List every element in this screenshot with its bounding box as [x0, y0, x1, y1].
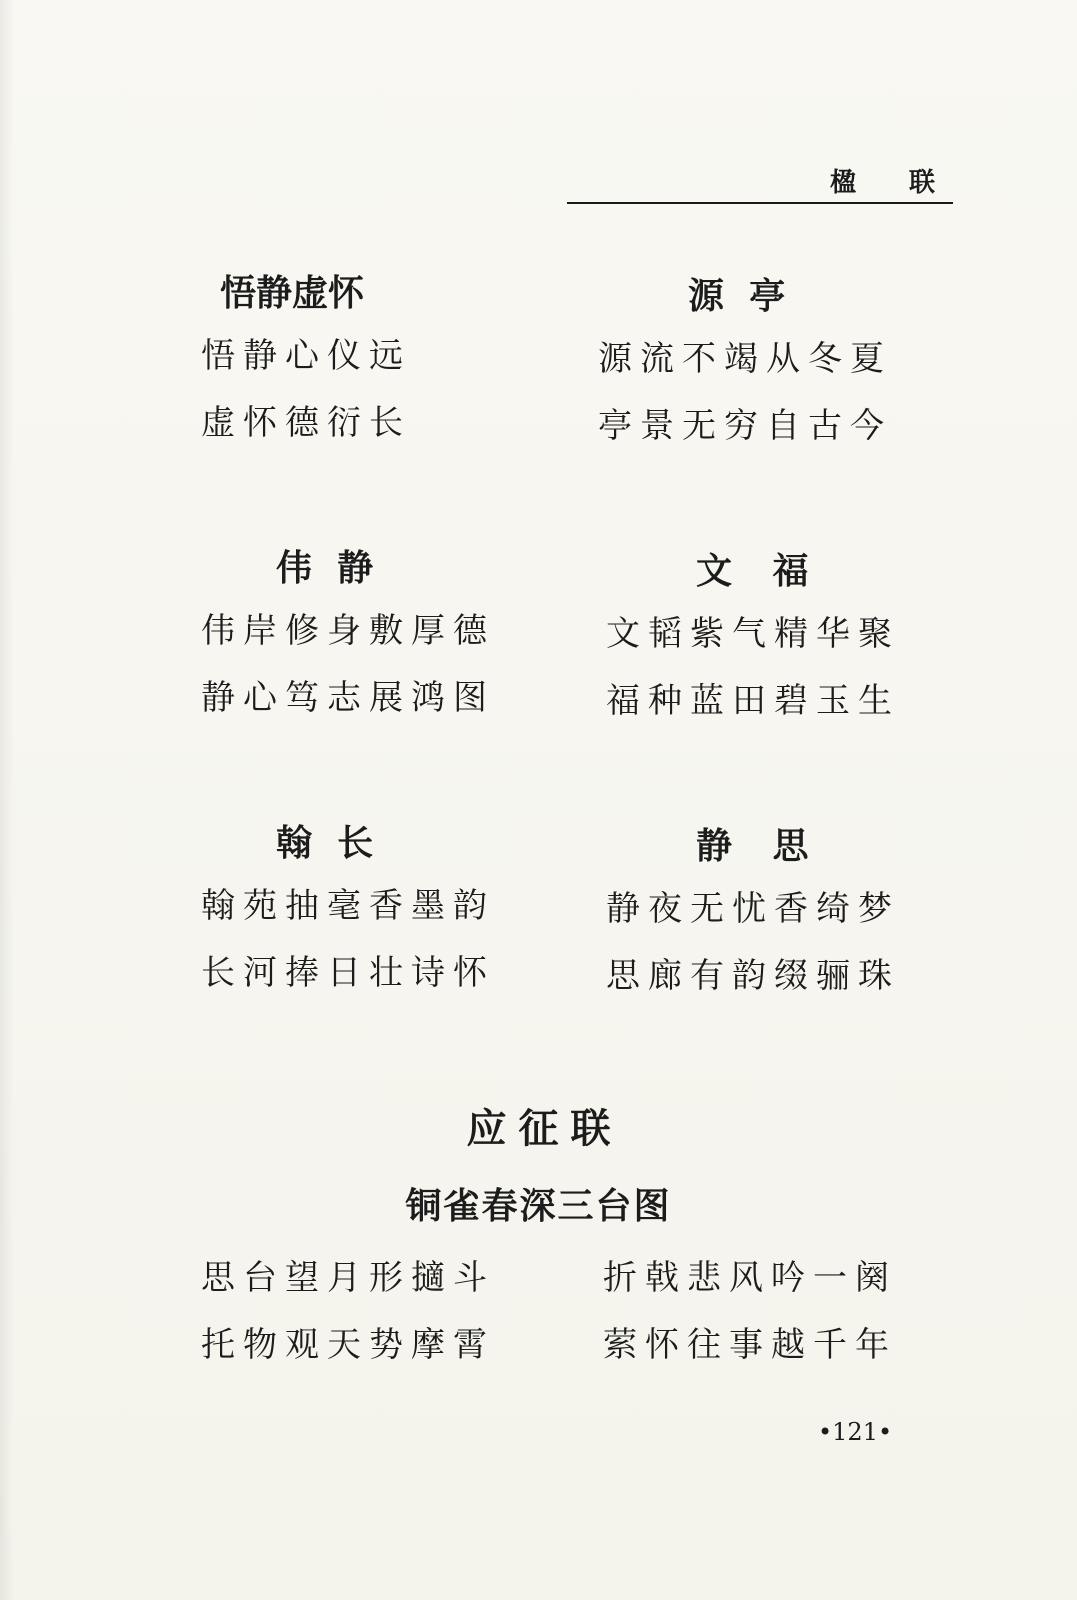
couplet-title: 悟静虚怀: [220, 273, 365, 314]
couplet-lower-line: 静心笃志展鸿图: [201, 678, 495, 718]
poem-line: 思台望月形擿斗: [201, 1258, 495, 1298]
couplet-lower-line: 长河捧日壮诗怀: [201, 953, 495, 993]
couplet-lower-line: 虚怀德衍长: [201, 403, 411, 443]
running-head: 楹 联: [829, 168, 957, 198]
poem-line: 萦怀往事越千年: [603, 1325, 897, 1365]
couplet-upper-line: 伟岸修身敷厚德: [201, 611, 495, 651]
couplet-upper-line: 翰苑抽毫香墨韵: [201, 886, 495, 926]
poem-line: 托物观天势摩霄: [201, 1325, 495, 1365]
couplet-title: 伟 静: [276, 548, 374, 589]
couplet-upper-line: 静夜无忧香绮梦: [606, 889, 900, 929]
page-gutter-shadow: [0, 0, 14, 1600]
poem-line: 折戟悲风吟一阕: [603, 1258, 897, 1298]
couplet-lower-line: 福种蓝田碧玉生: [606, 681, 900, 721]
poem-title: 铜雀春深三台图: [405, 1186, 672, 1227]
couplet-title: 文 福: [696, 551, 823, 592]
couplet-upper-line: 文韬紫气精华聚: [606, 614, 900, 654]
couplet-upper-line: 悟静心仪远: [201, 336, 411, 376]
couplet-lower-line: 亭景无穷自古今: [598, 406, 892, 446]
couplet-title: 静 思: [696, 826, 823, 867]
couplet-title: 源 亭: [688, 276, 786, 317]
couplet-title: 翰 长: [276, 823, 374, 864]
page-number: •121•: [818, 1418, 893, 1446]
header-rule: [567, 202, 953, 204]
couplet-upper-line: 源流不竭从冬夏: [598, 339, 892, 379]
section-heading: 应征联: [466, 1106, 623, 1152]
couplet-lower-line: 思廊有韵缀骊珠: [606, 956, 900, 996]
